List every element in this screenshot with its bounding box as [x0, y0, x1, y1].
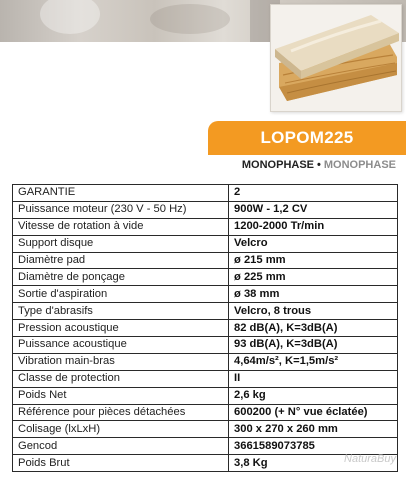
spec-value: ø 38 mm	[229, 286, 398, 303]
spec-value: 1200-2000 Tr/min	[229, 218, 398, 235]
wood-board-image	[270, 4, 402, 112]
spec-row	[13, 320, 398, 337]
spec-value: 3,8 Kg	[229, 455, 398, 472]
spec-value: Velcro, 8 trous	[229, 303, 398, 320]
spec-row	[13, 387, 398, 404]
spec-value: ø 215 mm	[229, 252, 398, 269]
spec-label: Vibration main-bras	[13, 353, 229, 370]
spec-row	[13, 286, 398, 303]
spec-value: 2,6 kg	[229, 387, 398, 404]
spec-label: Type d'abrasifs	[13, 303, 229, 320]
spec-row	[13, 438, 398, 455]
spec-label: Référence pour pièces détachées	[13, 404, 229, 421]
spec-value: 2	[229, 185, 398, 202]
spec-value: 900W - 1,2 CV	[229, 201, 398, 218]
spec-row	[13, 337, 398, 354]
spec-value: Velcro	[229, 235, 398, 252]
spec-label: Pression acoustique	[13, 320, 229, 337]
phase-separator: •	[317, 159, 321, 171]
spec-value: 600200 (+ N° vue éclatée)	[229, 404, 398, 421]
spec-row	[13, 370, 398, 387]
spec-value: ø 225 mm	[229, 269, 398, 286]
model-title: LOPOM225	[260, 128, 354, 147]
spec-row	[13, 353, 398, 370]
spec-label: Puissance acoustique	[13, 337, 229, 354]
spec-value: 93 dB(A), K=3dB(A)	[229, 337, 398, 354]
spec-label: Support disque	[13, 235, 229, 252]
spec-label: Gencod	[13, 438, 229, 455]
spec-label: Sortie d'aspiration	[13, 286, 229, 303]
spec-label: Poids Brut	[13, 455, 229, 472]
spec-label: Poids Net	[13, 387, 229, 404]
spec-row	[13, 455, 398, 472]
spec-value: 3661589073785	[229, 438, 398, 455]
phase-primary: MONOPHASE	[241, 159, 315, 171]
model-banner	[208, 121, 406, 155]
spec-value: II	[229, 370, 398, 387]
spec-label: Diamètre de ponçage	[13, 269, 229, 286]
spec-row	[13, 421, 398, 438]
spec-row	[13, 303, 398, 320]
spec-row	[13, 252, 398, 269]
spec-row	[13, 185, 398, 202]
spec-label: GARANTIE	[13, 185, 229, 202]
spec-label: Puissance moteur (230 V - 50 Hz)	[13, 201, 229, 218]
spec-row	[13, 235, 398, 252]
spec-value: 300 x 270 x 260 mm	[229, 421, 398, 438]
spec-value: 4,64m/s², K=1,5m/s²	[229, 353, 398, 370]
phase-secondary: MONOPHASE	[323, 159, 396, 171]
spec-value: 82 dB(A), K=3dB(A)	[229, 320, 398, 337]
specifications-table	[12, 184, 398, 472]
watermark: NaturaBuy	[344, 453, 396, 465]
spec-label: Diamètre pad	[13, 252, 229, 269]
spec-row	[13, 269, 398, 286]
phase-subtitle	[242, 159, 396, 171]
spec-row	[13, 404, 398, 421]
spec-label: Colisage (lxLxH)	[13, 421, 229, 438]
spec-row	[13, 218, 398, 235]
spec-label: Classe de protection	[13, 370, 229, 387]
spec-row	[13, 201, 398, 218]
spec-label: Vitesse de rotation à vide	[13, 218, 229, 235]
